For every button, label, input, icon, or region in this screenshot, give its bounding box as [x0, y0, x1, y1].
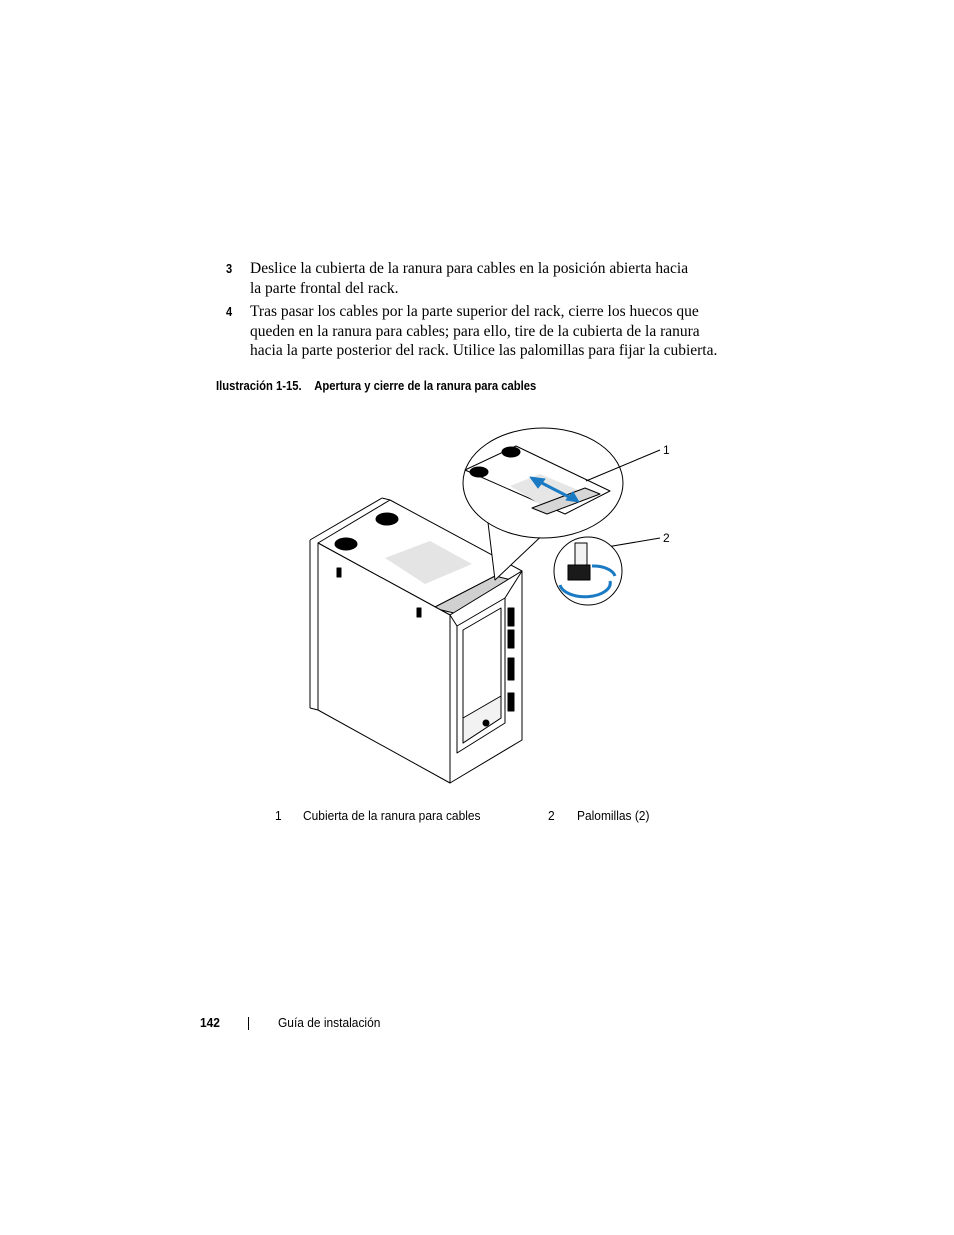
footer-title: Guía de instalación — [278, 1015, 381, 1030]
rail-slot — [508, 658, 514, 680]
side-latch — [417, 608, 421, 617]
step-text — [250, 259, 730, 298]
page-number: 142 — [200, 1015, 220, 1030]
cable-hole — [335, 538, 357, 550]
callout-number: 1 — [663, 443, 670, 457]
legend-number: 1 — [275, 808, 282, 823]
cable-hole — [376, 513, 398, 525]
rack-illustration — [290, 418, 680, 793]
legend-text: Palomillas (2) — [577, 808, 650, 823]
step-line: Deslice la cubierta de la ranura para cables en la posición abierta hacia — [250, 260, 689, 277]
rail-slot — [508, 693, 514, 711]
figure-caption — [216, 379, 536, 393]
step-line: hacia la parte posterior del rack. Utilice las palomillas para fijar la cubierta. — [250, 342, 718, 359]
callout-number: 2 — [663, 531, 670, 545]
step-number: 3 — [226, 261, 233, 276]
step-line: queden en la ranura para cables; para ello, tire de la cubierta de la ranura — [250, 322, 700, 340]
step-line: Tras pasar los cables por la parte superior del rack, cierre los huecos que — [250, 303, 699, 320]
rail-slot — [508, 630, 514, 648]
figure-label: Ilustración 1-15. — [216, 379, 302, 393]
step-number: 4 — [226, 304, 233, 319]
side-latch — [337, 568, 341, 577]
legend-text: Cubierta de la ranura para cables — [303, 808, 481, 823]
step-line: la parte frontal del rack. — [250, 279, 399, 297]
step-text — [250, 302, 730, 361]
figure-title: Apertura y cierre de la ranura para cables — [314, 379, 537, 393]
legend-number: 2 — [548, 808, 555, 823]
footer-divider — [248, 1017, 249, 1030]
rail-slot — [508, 608, 514, 626]
